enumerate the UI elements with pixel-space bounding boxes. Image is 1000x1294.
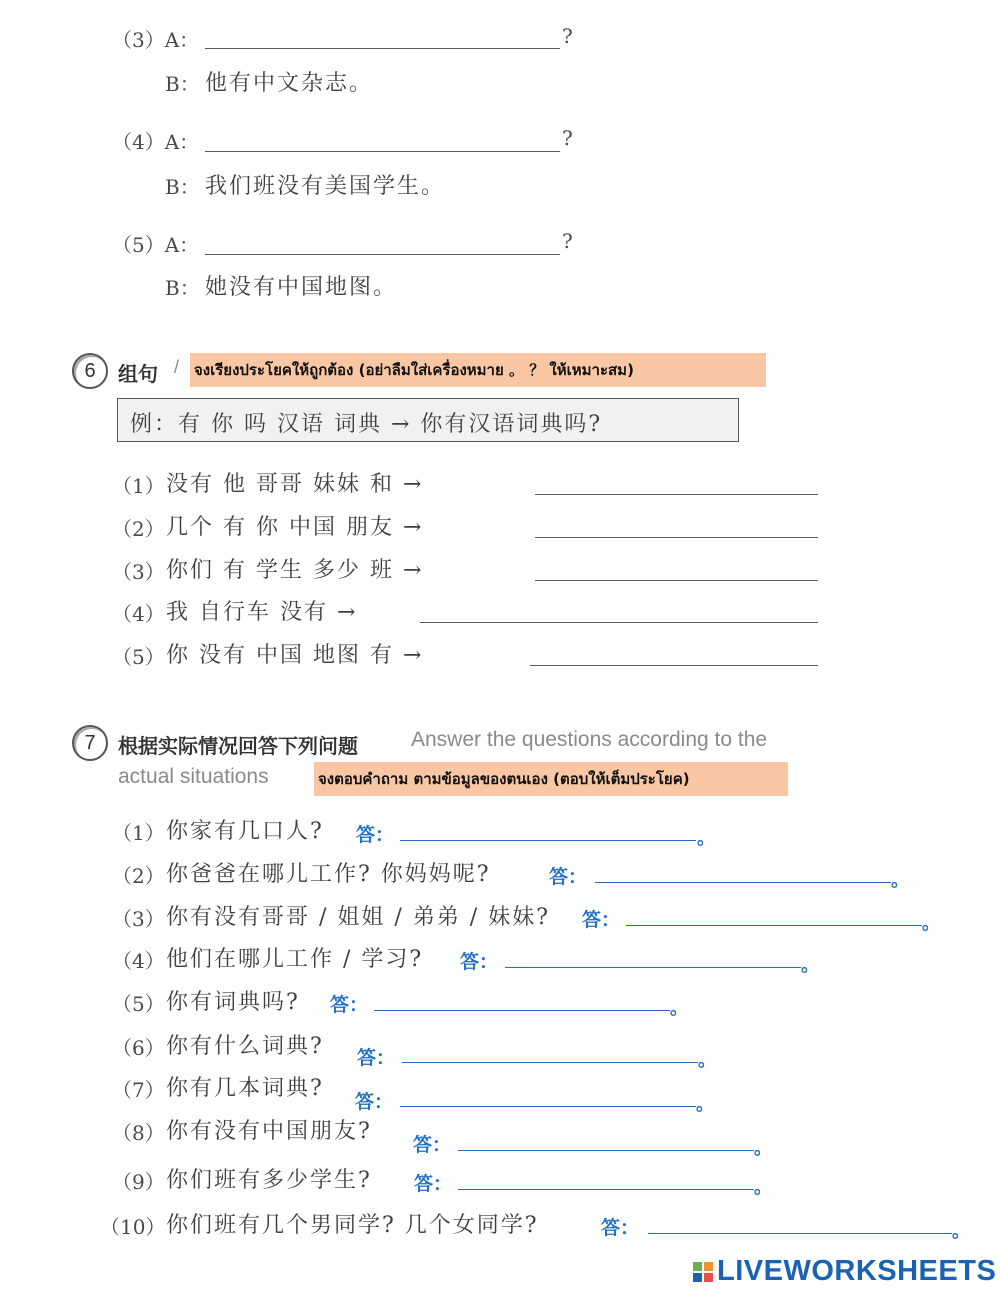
item-number: （2） bbox=[112, 517, 165, 541]
section-7-english-line-1: Answer the questions according to the bbox=[411, 728, 768, 751]
answer-blank[interactable] bbox=[420, 622, 818, 623]
end-mark: 。 bbox=[754, 1138, 772, 1159]
item-number: （7） bbox=[112, 1078, 165, 1102]
item-words: 你们 有 学生 多少 班 → bbox=[166, 558, 424, 583]
liveworksheets-logo bbox=[693, 1255, 996, 1288]
answer-label: 答： bbox=[356, 824, 395, 846]
question-mark: ? bbox=[562, 126, 573, 150]
question-mark: ? bbox=[562, 229, 573, 253]
end-mark: 。 bbox=[952, 1221, 970, 1242]
item-number: （5） bbox=[112, 645, 165, 669]
question-text: 你有几本词典? bbox=[166, 1076, 324, 1101]
logo-grid-icon bbox=[693, 1262, 713, 1282]
question-text: 你有什么词典? bbox=[166, 1034, 324, 1059]
b-answer: 我们班没有美国学生。 bbox=[205, 174, 446, 199]
answer-label: 答： bbox=[601, 1217, 640, 1239]
section-6-title: 组句 bbox=[118, 362, 158, 386]
section-6-title-mark: / bbox=[174, 357, 180, 377]
answer-blank[interactable] bbox=[535, 537, 818, 538]
item-number: （8） bbox=[112, 1121, 165, 1145]
answer-blank[interactable] bbox=[530, 665, 818, 666]
question-text: 你有词典吗? bbox=[166, 990, 300, 1015]
question-text: 他们在哪儿工作 / 学习? bbox=[166, 947, 424, 972]
answer-input[interactable] bbox=[402, 1062, 698, 1063]
end-mark: 。 bbox=[696, 1094, 714, 1115]
item-number: （4） bbox=[112, 949, 165, 973]
item-number: （3） bbox=[112, 907, 165, 931]
section-7-instruction-note: จงตอบคำถาม ตามข้อมูลของตนเอง (ตอบให้เต็มประโยค) bbox=[314, 762, 788, 796]
section-6-number: 6 bbox=[72, 353, 108, 389]
end-mark: 。 bbox=[801, 955, 819, 976]
end-mark: 。 bbox=[670, 998, 688, 1019]
answer-input[interactable] bbox=[400, 1106, 696, 1107]
b-answer: 他有中文杂志。 bbox=[205, 71, 374, 96]
answer-input[interactable] bbox=[458, 1189, 754, 1190]
end-mark: 。 bbox=[697, 828, 715, 849]
answer-blank[interactable] bbox=[205, 48, 560, 49]
item-number: （5）A： bbox=[112, 233, 200, 257]
example-text: 例：有 你 吗 汉语 词典 → 你有汉语词典吗? bbox=[130, 412, 603, 437]
item-number: （4）A： bbox=[112, 130, 200, 154]
b-label: B： bbox=[165, 175, 200, 199]
answer-input[interactable] bbox=[400, 840, 696, 841]
question-text: 你家有几口人? bbox=[166, 819, 324, 844]
item-words: 没有 他 哥哥 妹妹 和 → bbox=[166, 472, 424, 497]
answer-input[interactable] bbox=[595, 882, 891, 883]
item-number: （9） bbox=[112, 1170, 165, 1194]
answer-label: 答： bbox=[413, 1134, 452, 1156]
end-mark: 。 bbox=[698, 1050, 716, 1071]
item-words: 几个 有 你 中国 朋友 → bbox=[166, 515, 424, 540]
answer-label: 答： bbox=[355, 1091, 394, 1113]
answer-input[interactable] bbox=[505, 967, 801, 968]
answer-input[interactable] bbox=[458, 1150, 754, 1151]
b-answer: 她没有中国地图。 bbox=[205, 275, 398, 300]
answer-input[interactable] bbox=[648, 1233, 952, 1234]
answer-input[interactable] bbox=[374, 1010, 670, 1011]
answer-blank[interactable] bbox=[205, 254, 560, 255]
item-number: （1） bbox=[112, 474, 165, 498]
answer-label: 答： bbox=[414, 1173, 453, 1195]
answer-label: 答： bbox=[582, 909, 621, 931]
answer-blank[interactable] bbox=[205, 151, 560, 152]
item-number: （5） bbox=[112, 992, 165, 1016]
answer-input[interactable] bbox=[626, 925, 922, 926]
item-number: （3）A： bbox=[112, 28, 200, 52]
answer-blank[interactable] bbox=[535, 580, 818, 581]
answer-label: 答： bbox=[357, 1047, 396, 1069]
item-number: （3） bbox=[112, 560, 165, 584]
section-7-english-line-2: actual situations bbox=[118, 765, 269, 788]
question-text: 你们班有几个男同学? 几个女同学? bbox=[166, 1213, 539, 1238]
logo-text: LIVEWORKSHEETS bbox=[717, 1255, 997, 1287]
item-number: （2） bbox=[112, 864, 165, 888]
item-number: （6） bbox=[112, 1036, 165, 1060]
section-7-number: 7 bbox=[72, 725, 108, 761]
question-mark: ? bbox=[562, 24, 573, 48]
b-label: B： bbox=[165, 72, 200, 96]
b-label: B： bbox=[165, 276, 200, 300]
section-6-instruction-note: จงเรียงประโยคให้ถูกต้อง (อย่าลืมใส่เครื่องหมาย 。 ？ ให้เหมาะสม) bbox=[190, 353, 766, 387]
question-text: 你有没有哥哥 / 姐姐 / 弟弟 / 妹妹? bbox=[166, 905, 550, 930]
section-7-title: 根据实际情况回答下列问题 bbox=[118, 734, 358, 758]
item-number: （1） bbox=[112, 821, 165, 845]
question-text: 你有没有中国朋友? bbox=[166, 1119, 372, 1144]
item-number: （10） bbox=[100, 1215, 166, 1239]
item-words: 我 自行车 没有 → bbox=[166, 600, 358, 625]
question-text: 你爸爸在哪儿工作? 你妈妈呢? bbox=[166, 862, 491, 887]
item-words: 你 没有 中国 地图 有 → bbox=[166, 643, 424, 668]
question-text: 你们班有多少学生? bbox=[166, 1168, 372, 1193]
example-box bbox=[117, 398, 739, 442]
end-mark: 。 bbox=[922, 913, 940, 934]
answer-label: 答： bbox=[549, 866, 588, 888]
end-mark: 。 bbox=[891, 870, 909, 891]
item-number: （4） bbox=[112, 602, 165, 626]
answer-label: 答： bbox=[330, 994, 369, 1016]
answer-blank[interactable] bbox=[535, 494, 818, 495]
answer-label: 答： bbox=[460, 951, 499, 973]
end-mark: 。 bbox=[754, 1177, 772, 1198]
